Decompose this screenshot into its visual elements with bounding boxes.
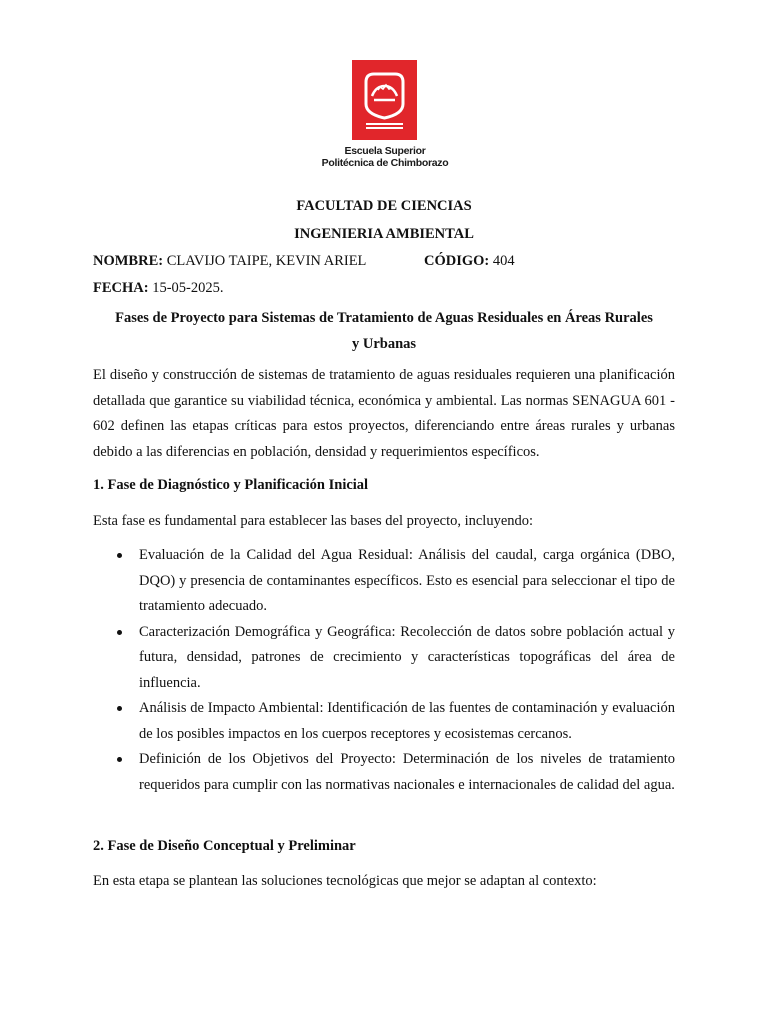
intro-paragraph: El diseño y construcción de sistemas de tratamiento de aguas residuales requieren una planificación detallada que garantice su viabilidad técnica, económica y ambiental. Las normas SENAGUA 601 - 602 definen las etapas críticas para estos proyectos, diferenciando entre áreas rurales y urbanas debido a las diferencias en población, densidad y requerimientos específicos. (93, 367, 675, 460)
shield-icon (352, 60, 417, 140)
list-item-text: Definición de los Objetivos del Proyecto: Determinación de los niveles de tratamiento requeridos para cumplir con las normativas nacionales e internacionales de calidad del agua. (139, 751, 675, 793)
bullet-icon (117, 706, 122, 711)
section1-heading: 1. Fase de Diagnóstico y Planificación Inicial (93, 477, 369, 493)
faculty-title: FACULTAD DE CIENCIAS (296, 198, 472, 214)
list-item-text: Evaluación de la Calidad del Agua Residual: Análisis del caudal, carga orgánica (DBO, DQO) y presencia de contaminantes específicos. Esto es esencial para seleccionar el tipo de tratamiento adecuado. (139, 547, 675, 614)
bullet-icon (117, 630, 122, 635)
institution-logo (318, 60, 452, 172)
date-label: FECHA: (93, 280, 149, 296)
name-value: CLAVIJO TAIPE, KEVIN ARIEL (163, 253, 367, 269)
list-item-text: Análisis de Impacto Ambiental: Identificación de las fuentes de contaminación y evaluación de los posibles impactos en los cuerpos receptores y ecosistemas cercanos. (139, 700, 675, 742)
bullet-icon (117, 553, 122, 558)
section2-heading: 2. Fase de Diseño Conceptual y Preliminar (93, 838, 356, 854)
code-value: 404 (489, 253, 515, 269)
section2-intro: En esta etapa se plantean las soluciones tecnológicas que mejor se adaptan al contexto: (93, 873, 597, 889)
section1-bullet-list (93, 543, 675, 798)
date-line (93, 280, 224, 297)
title-line-1: Fases de Proyecto para Sistemas de Tratamiento de Aguas Residuales en Áreas Rurales (115, 310, 653, 326)
title-line-2: y Urbanas (351, 335, 417, 352)
logo-line2: Politécnica de Chimborazo (321, 156, 449, 169)
list-item (93, 696, 675, 747)
list-item (93, 543, 675, 620)
career-title: INGENIERIA AMBIENTAL (294, 226, 474, 242)
section1-intro: Esta fase es fundamental para establecer las bases del proyecto, incluyendo: (93, 513, 534, 529)
list-item-text: Caracterización Demográfica y Geográfica: Recolección de datos sobre población actual y futura, densidad, patrones de crecimiento y características topográficas del área de influencia. (139, 623, 675, 691)
date-value: 15-05-2025. (148, 280, 224, 296)
student-name-line (93, 253, 366, 270)
name-label: NOMBRE: (93, 253, 164, 269)
list-item (93, 620, 675, 697)
bullet-icon (117, 757, 122, 762)
student-code-line (424, 253, 515, 270)
logo-text (318, 146, 452, 169)
logo-emblem (352, 60, 417, 140)
document-title (93, 306, 675, 357)
list-item (93, 747, 675, 798)
code-label: CÓDIGO: (424, 253, 490, 269)
logo-line1: Escuela Superior (344, 145, 426, 157)
